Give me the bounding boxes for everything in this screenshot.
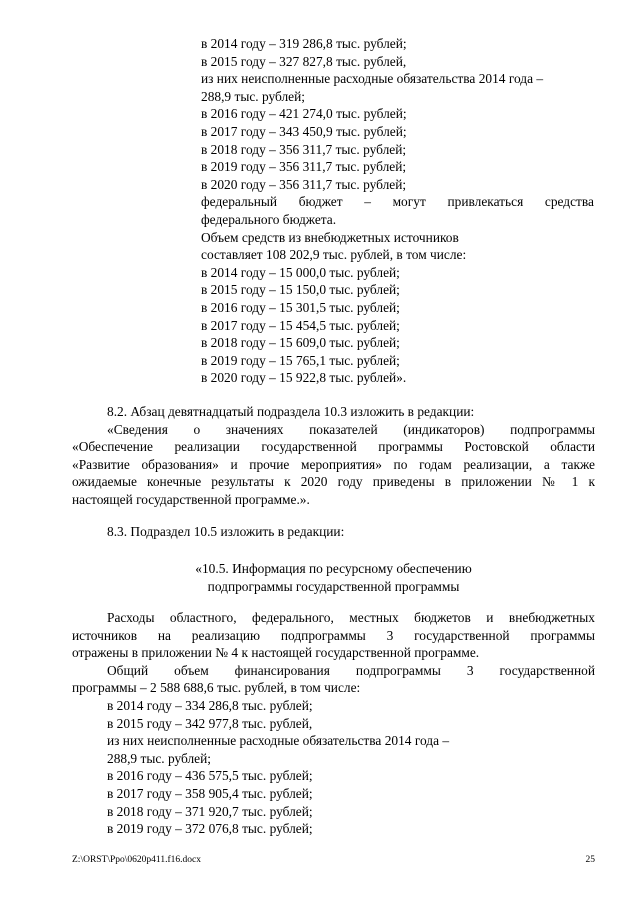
text-line: настоящей государственной программе.». [72,491,310,507]
text-line: в 2015 году – 15 150,0 тыс. рублей; [201,282,400,298]
text-line: в 2017 году – 358 905,4 тыс. рублей; [107,785,313,801]
text-line: источников на реализацию подпрограммы 3 государственной программы [72,627,595,643]
footer-file-path: Z:\ORST\Ppo\0620p411.f16.docx [72,855,201,865]
heading-line: «10.5. Информация по ресурсному обеспечению [195,561,472,576]
text-line: отражены в приложении № 4 к настоящей государственной программе. [72,645,480,661]
text-line: Объем средств из внебюджетных источников [201,229,459,245]
text-line: «Развитие образования» и прочие мероприятия» по годам реализации, а также [72,456,595,472]
subprogram-funding-block [72,609,595,838]
text-line: в 2020 году – 15 922,8 тыс. рублей». [201,370,407,386]
text-line: Общий объем финансирования подпрограммы 3 государственной [107,662,595,678]
text-line: 8.3. Подраздел 10.5 изложить в редакции: [107,524,345,539]
text-line: программы – 2 588 688,6 тыс. рублей, в том числе: [72,680,361,696]
text-line: в 2015 году – 327 827,8 тыс. рублей, [201,53,407,69]
text-line: в 2019 году – 356 311,7 тыс. рублей; [201,159,407,175]
text-line: в 2018 году – 371 920,7 тыс. рублей; [107,803,313,819]
text-line: в 2020 году – 356 311,7 тыс. рублей; [201,176,407,192]
text-line: в 2016 году – 421 274,0 тыс. рублей; [201,106,407,122]
text-line: 288,9 тыс. рублей; [201,88,305,104]
text-line: в 2014 году – 15 000,0 тыс. рублей; [201,264,400,280]
text-line: Расходы областного, федерального, местных бюджетов и внебюджетных [107,610,595,625]
text-line: 288,9 тыс. рублей; [107,750,211,766]
text-line: 8.2. Абзац девятнадцатый подраздела 10.3 изложить в редакции: [107,404,475,419]
text-line: федерального бюджета. [201,211,337,227]
paragraph-8-2 [72,403,595,509]
text-line: в 2017 году – 15 454,5 тыс. рублей; [201,317,400,333]
text-line: из них неисполненные расходные обязательства 2014 года – [201,71,544,87]
text-line: федеральный бюджет – могут привлекаться средства [201,194,594,210]
text-line: ожидаемые конечные результаты к 2020 году приведены в приложении № 1 к [72,474,595,490]
text-line: в 2017 году – 343 450,9 тыс. рублей; [201,123,407,139]
text-line: в 2018 году – 15 609,0 тыс. рублей; [201,335,400,351]
footer-page-number: 25 [585,855,595,865]
text-line: в 2019 году – 372 076,8 тыс. рублей; [107,821,313,837]
text-line: «Сведения о значениях показателей (индикаторов) подпрограммы [107,421,595,437]
paragraph-8-3 [72,523,595,541]
funding-by-year-block [201,35,594,387]
text-line: в 2014 году – 319 286,8 тыс. рублей; [201,36,407,51]
heading-line: подпрограммы государственной программы [207,578,460,594]
text-line: в 2018 году – 356 311,7 тыс. рублей; [201,141,407,157]
text-line: «Обеспечение реализации государственной программы Ростовской области [72,439,595,455]
text-line: в 2016 году – 15 301,5 тыс. рублей; [201,299,400,315]
text-line: в 2016 году – 436 575,5 тыс. рублей; [107,768,313,784]
text-line: в 2014 году – 334 286,8 тыс. рублей; [107,697,313,713]
text-line: в 2019 году – 15 765,1 тыс. рублей; [201,352,400,368]
text-line: из них неисполненные расходные обязательства 2014 года – [107,733,450,749]
section-heading-10-5 [72,560,595,595]
text-line: в 2015 году – 342 977,8 тыс. рублей, [107,715,313,731]
text-line: составляет 108 202,9 тыс. рублей, в том числе: [201,247,467,263]
